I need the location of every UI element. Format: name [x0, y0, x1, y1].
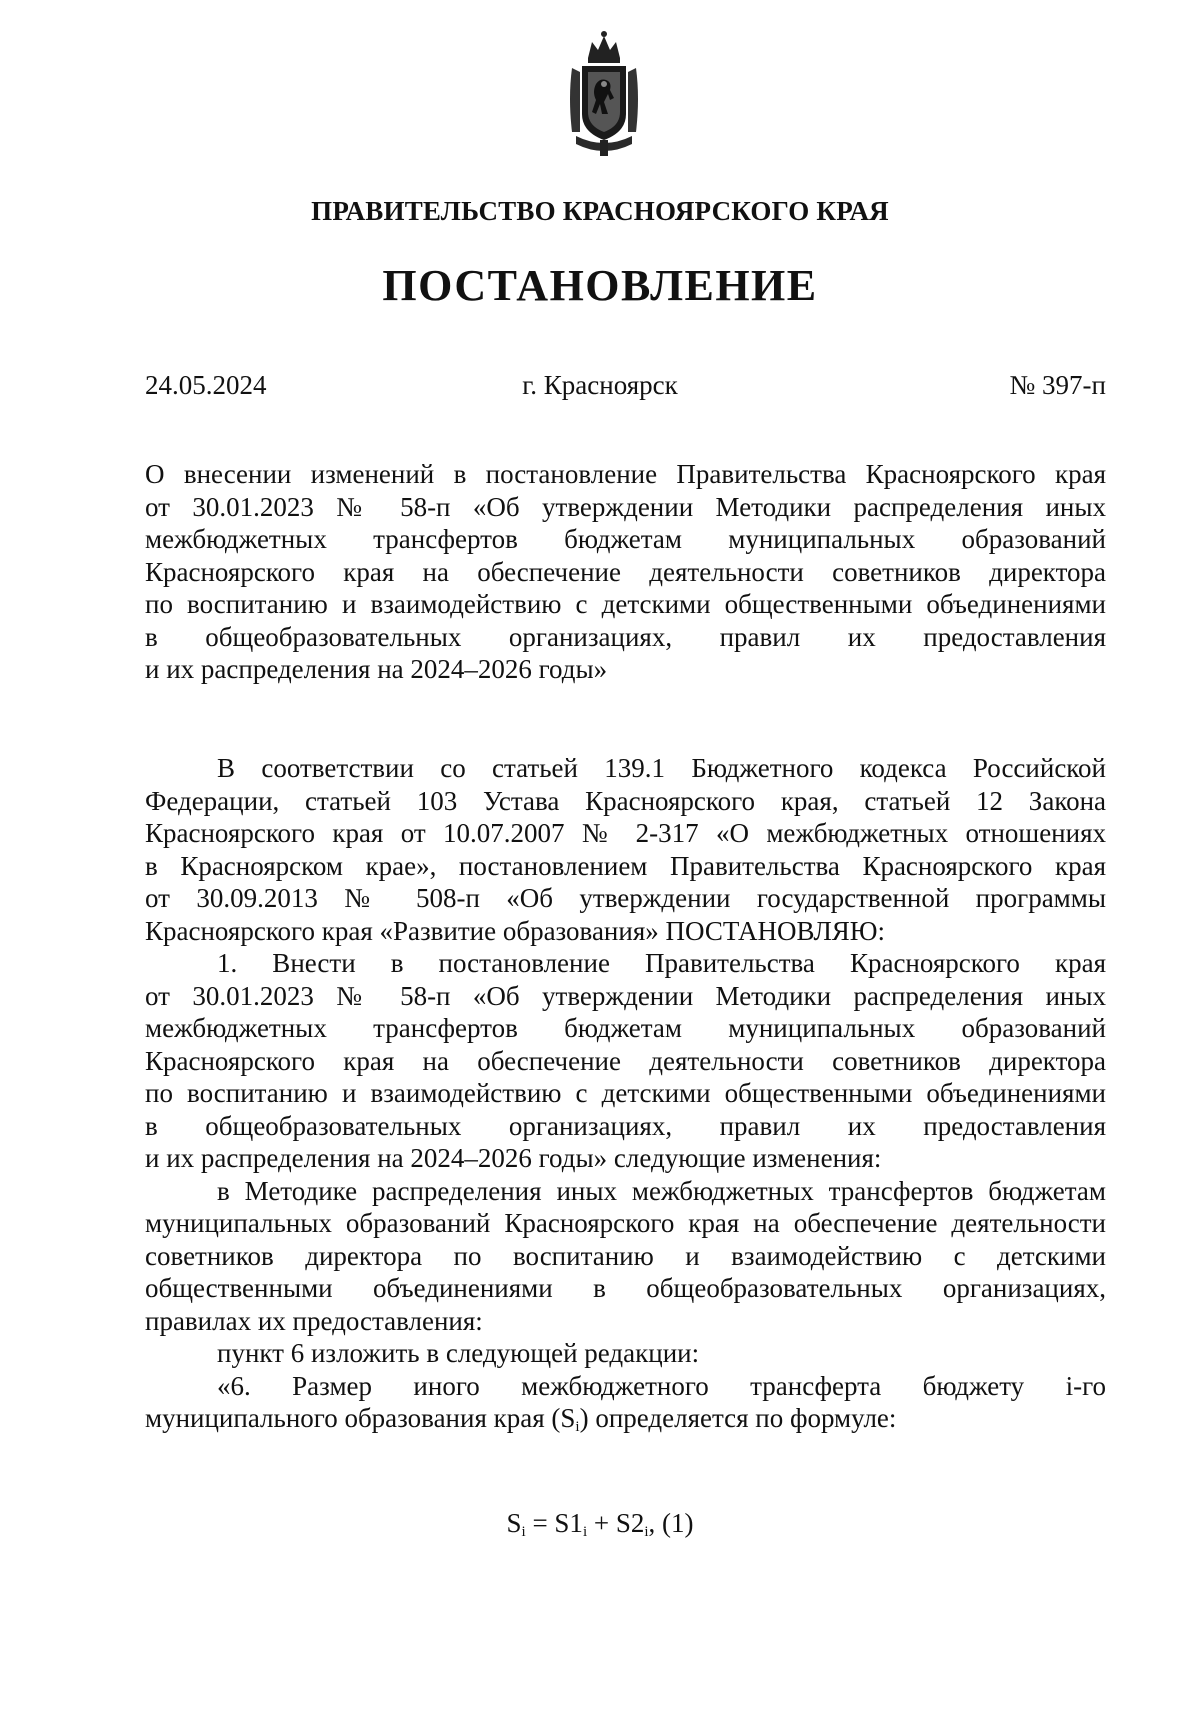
title-line: по воспитанию и взаимодействию с детскими общественными объединениями	[145, 589, 1106, 619]
formula-part: S	[506, 1508, 522, 1538]
body-line: 1. Внести в постановление Правительства Красноярского края	[217, 948, 1106, 978]
text-fragment: муниципального образования края (S	[145, 1403, 576, 1433]
body-line: в общеобразовательных организациях, правил их предоставления	[145, 1110, 1106, 1141]
title-line: Красноярского края на обеспечение деятельности советников директора	[145, 556, 1106, 587]
body-line: Красноярского края на обеспечение деятельности советников директора	[145, 1045, 1106, 1076]
formula	[0, 1508, 1200, 1541]
formula-part: , (1)	[648, 1508, 694, 1538]
formula-subscript: i	[644, 1524, 649, 1540]
body-line: Красноярского края от 10.07.2007 № 2-317 «О межбюджетных отношениях	[145, 818, 1106, 848]
text-fragment: ) определяется по формуле:	[579, 1403, 897, 1433]
document-title	[145, 458, 1106, 686]
document-number: № 397-п	[1009, 370, 1106, 400]
body-line: и их распределения на 2024–2026 годы» следующие изменения:	[145, 1143, 882, 1173]
body-line: советников директора по воспитанию и взаимодействию с детскими	[145, 1240, 1106, 1271]
document-date: 24.05.2024	[145, 370, 267, 400]
title-line: от 30.01.2023 № 58-п «Об утверждении Методики распределения иных	[145, 491, 1106, 522]
body-line: в Методике распределения иных межбюджетных трансфертов бюджетам	[217, 1175, 1106, 1206]
body-line: по воспитанию и взаимодействию с детскими общественными объединениями	[145, 1078, 1106, 1108]
body-line: «6. Размер иного межбюджетного трансферта бюджету i-го	[217, 1370, 1106, 1401]
subscript-i: i	[575, 1419, 580, 1435]
document-type: ПОСТАНОВЛЕНИЕ	[382, 261, 818, 310]
coat-of-arms-icon	[566, 28, 642, 162]
body-line: пункт 6 изложить в следующей редакции:	[217, 1338, 700, 1368]
formula-subscript: i	[582, 1524, 588, 1540]
body-line: в Красноярском крае», постановлением Правительства Красноярского края	[145, 850, 1106, 881]
formula-part: = S1	[525, 1508, 583, 1538]
body-line: межбюджетных трансфертов бюджетам муниципальных образований	[145, 1013, 1106, 1043]
title-line: в общеобразовательных организациях, правил их предоставления	[145, 621, 1106, 652]
body-line: от 30.01.2023 № 58-п «Об утверждении Методики распределения иных	[145, 980, 1106, 1011]
formula-part: + S2	[587, 1508, 645, 1538]
title-line: межбюджетных трансфертов бюджетам муниципальных образований	[145, 524, 1106, 554]
body-line: от 30.09.2013 № 508-п «Об утверждении государственной программы	[145, 883, 1106, 913]
document-city: г. Красноярск	[522, 370, 678, 400]
body-line: муниципальных образований Красноярского края на обеспечение деятельности	[145, 1208, 1106, 1238]
title-line: О внесении изменений в постановление Правительства Красноярского края	[145, 459, 1106, 489]
formula-subscript: i	[521, 1524, 526, 1540]
body-line-with-subscript	[145, 1402, 1106, 1435]
title-line: и их распределения на 2024–2026 годы»	[145, 654, 608, 684]
body-line: общественными объединениями в общеобразовательных организациях,	[145, 1273, 1106, 1303]
body-line: Федерации, статьей 103 Устава Красноярского края, статьей 12 Закона	[145, 785, 1106, 816]
body-line: Красноярского края «Развитие образования» ПОСТАНОВЛЯЮ:	[145, 915, 886, 946]
body-line: В соответствии со статьей 139.1 Бюджетного кодекса Российской	[217, 753, 1106, 783]
document-body	[145, 752, 1106, 1435]
organization-name: ПРАВИТЕЛЬСТВО КРАСНОЯРСКОГО КРАЯ	[311, 196, 889, 226]
body-line: правилах их предоставления:	[145, 1305, 483, 1336]
